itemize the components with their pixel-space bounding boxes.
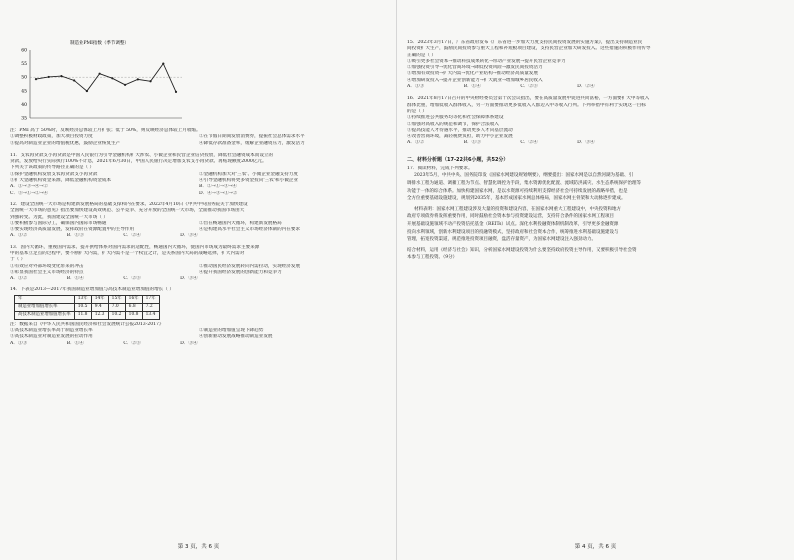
q16-answer-a[interactable]: A．①② <box>407 140 425 146</box>
chart-note: 注：PMI 高于 50%时，反映经济总体较上月扩张；低于 50%，则反映经济总体较上月收缩。 <box>10 128 201 133</box>
q16-option: ③提高技能人才待遇水平，推动更多人才向基层流动 <box>407 127 513 133</box>
q15-answer-b[interactable]: B．①④ <box>463 84 481 90</box>
q11-option: ③扩大金融机构资金来源，降低金融机构资金成本 <box>10 178 112 184</box>
y-tick-label: 45 <box>21 89 27 95</box>
material-line: 全方位重要基础设施建设，规划到2035年，基本形成国家水网总体格局，国家水网主骨架和大动脉逐步建成。 <box>407 196 626 202</box>
q12-text: 到强转变。为此，我国建设全国统一大市场（ ） <box>10 214 108 220</box>
q10-options-row-2 <box>10 141 388 147</box>
q16-answer-d[interactable]: D．③④ <box>577 140 595 146</box>
material-line: 本参与工程投资。（9分） <box>407 255 458 261</box>
pmi-line-chart <box>10 38 190 126</box>
table-cell: 高技术制造业增加值增长率 <box>15 311 75 319</box>
q15-text: 15．2023年3月17日，广东省政府发布《广东省进一步加大力度支持民间投资发展的实施方案》，提出支持制造业民 <box>407 40 643 45</box>
q16-option: ④改善营商环境，减轻税费负担，助力中小企业发展 <box>407 134 513 140</box>
table-header-cell: 15年 <box>108 295 125 303</box>
q11-option: ①保护金融机构发放支农再贷款支小再贷款 <box>10 171 98 177</box>
question-11 <box>10 153 388 197</box>
table-cell: 12.3 <box>91 311 108 319</box>
table-header-row <box>15 295 160 303</box>
q14-source: 注：数据来自《中华人民共和国国民经济和社会发展统计公报2013-2017》 <box>10 321 164 327</box>
question-16 <box>407 96 785 146</box>
q16-text: 16．2021年8月17日召开的中央财经委员会第十次会议指出，要在高质量发展中促进共同富裕，一方面要扩大中等收入 <box>407 96 650 102</box>
q10-option: ④降低存款准备金率，缓解企业融资压力，激发活力 <box>199 140 305 146</box>
table-cell: 制造业增加值增长率 <box>15 303 75 311</box>
pmi-data-point <box>48 76 50 78</box>
table-cell: 6.8 <box>125 303 142 311</box>
q11-option: ④引导金融机构将更多资金投向'三农'和小微企业 <box>199 178 298 184</box>
table-header-cell: 13年 <box>74 295 91 303</box>
question-12 <box>10 202 388 240</box>
q14-answer-c[interactable]: C．②③ <box>123 340 141 346</box>
question-13 <box>10 245 388 283</box>
material-line: 功能于一体的综合体系。加快构建国家水网，是以水资源可持续利用支撑经济社会可持续发展的战略举措，也是 <box>407 188 628 194</box>
q15-answer-c[interactable]: C．②③ <box>520 84 538 90</box>
q16-option: ②加强对高收入的规范和调节，保护合法收入 <box>407 121 499 127</box>
q14-answer-b[interactable]: B．①④ <box>66 340 84 346</box>
q17-title: 17．阅读材料，完成下列要求。 <box>407 166 473 172</box>
q13-option: ④提升我国经济发展的创新能力和竞争力 <box>199 269 282 275</box>
q11-option: ②金融机构加大对'三农'、小微企业金融支持力度 <box>199 171 298 177</box>
q13-answer-c[interactable]: C．②③ <box>123 276 141 282</box>
pmi-data-point <box>60 75 62 77</box>
material-line: 结合材料，运用《经济与社会》知识，分析国家水网建设投资为什么要坚持政府投资主导作用，又要积极引导社会资 <box>407 247 637 253</box>
q14-option: ③高技术制造业对制造业发展的拉动作用 <box>10 334 93 340</box>
q11-text: 11．支农再贷款支小再贷款是中国人民银行为引导金融机构扩大涉农、小微企业和民营企业信贷投放，降低社会融资成本而设立的 <box>10 152 274 158</box>
q15-answer-a[interactable]: A．①③ <box>407 84 425 90</box>
q10-option: ①调整积极财政政策，加大项目投资力度 <box>10 134 93 140</box>
question-15 <box>407 40 785 90</box>
table-cell: 10.2 <box>108 311 125 319</box>
material-line: 管理，拓宽投资渠道，规范推进投资项目融资，盘活存量资产，为国家水网建设注入强劲动力。 <box>407 237 596 243</box>
q12-option: ③要实现经济高质量发展，发挥政府在资源配置中的主导作用 <box>10 227 135 233</box>
y-tick-label: 50 <box>21 75 27 81</box>
q15-answer-d[interactable]: D．②④ <box>577 84 595 90</box>
right-page <box>397 0 794 560</box>
table-cell: 10.8 <box>125 311 142 319</box>
pmi-data-point <box>124 84 126 86</box>
q13-option: ①有效应对外部环境变化带来的冲击 <box>10 263 84 269</box>
q15-option: ③增加有效投资→扩大内需→优化产业结构→推动经济高质量发展 <box>407 71 538 77</box>
q14-option: ①高技术制造业增长率高于制造业增长率 <box>10 328 93 334</box>
q12-answer-c[interactable]: C．②④ <box>123 233 141 239</box>
y-tick-label: 55 <box>21 62 27 68</box>
q15-option: ②加强投资引导→优化营商环境→降低投资风险→激发民间投资活力 <box>407 65 543 71</box>
table-cell: 9.4 <box>91 303 108 311</box>
q13-text: 13．因内大循环，重视国内需求、提升供给体系对国内需求的适配性，畅通国内大循环，使国内市场成为最终需求主要来源 <box>10 244 260 250</box>
table-header-cell: 年 <box>15 295 75 303</box>
q12-option: ①要积极参与国际分工，确保国内国际市场畅通 <box>10 220 107 226</box>
section-title: 二、材料分析题（17-22共6小题，共52分） <box>407 156 509 163</box>
q13-answer-d[interactable]: D．③④ <box>180 276 198 282</box>
q16-text: 群体比重，增加低收入群体收入，另一方面要推动更多低收入人群迈入中等收入行列。下列举措中有利于实现这一目标 <box>407 102 646 108</box>
table-row <box>15 311 160 319</box>
q11-answer-c[interactable]: C．③→①→②→④ <box>10 190 49 196</box>
q11-answer-b[interactable]: B．②→①→③→④ <box>199 184 237 190</box>
table-header-cell: 17年 <box>142 295 159 303</box>
q10-option: ③提高对制造业企业的增值税优惠，鼓励企业恢复生产 <box>10 140 121 146</box>
q14-text: 14．下表是2013—2017年我国制造业增加值与高技术制造业增加值的增长（ ） <box>10 286 174 292</box>
table-header-cell: 14年 <box>91 295 108 303</box>
q16-answer-c[interactable]: C．②④ <box>520 140 538 146</box>
q10-option: ②在节假日期间发放消费券，提振社会总体需求水平 <box>199 134 305 140</box>
q13-text: 于（ ） <box>10 257 26 263</box>
q11-answer-a[interactable]: A．①→③→④→② <box>10 184 48 190</box>
q12-text: 全国统一大市场的意见》指出要加快建设高效规范、公平竞争、充分开放的全国统一大市场，全面推动我国市场由大 <box>10 208 245 214</box>
q13-answer-a[interactable]: A．①② <box>10 276 28 282</box>
question-14 <box>10 287 388 347</box>
q16-option: ①持续推进公共服务均等化和社会保障体系建设 <box>407 115 504 121</box>
q12-text: 12．建设全国统一大市场是构建新发展格局的基础支撑和内在要求。2022年4月10日《中共中央国务院关于加快建设 <box>10 201 248 207</box>
q15-text: 正确的是（ ） <box>407 52 437 58</box>
q15-option: ④增加研发投入→提升企业创新能力→扩大就业→增加城乡居民收入 <box>407 77 543 83</box>
q12-answer-d[interactable]: D．③④ <box>180 233 198 239</box>
page-footer: 第 4 页，共 6 页 <box>574 544 617 550</box>
material-line: 调排水工程为通道、调蓄工程为节点、智慧化调控为手段，集水资源优化配置、流域防洪减灾、水生态系统保护治理等 <box>407 180 641 186</box>
table-row <box>15 303 160 311</box>
table-cell: 7.2 <box>142 303 159 311</box>
material-line: 政府专项债券将发挥重要作用，同时鼓励社会资本参与投资建设运营，支持符合条件的国家水网工程项目 <box>407 214 614 220</box>
q13-answer-b[interactable]: B．①④ <box>66 276 84 282</box>
pmi-data-point <box>73 79 75 81</box>
q13-option: ③彰显我国社会主义市场经济的特点 <box>10 269 84 275</box>
q12-answer-b[interactable]: B．①③ <box>66 233 84 239</box>
pmi-data-point <box>137 78 139 80</box>
q14-option: ④创新驱动发展战略推动制造业发展 <box>199 334 273 340</box>
q12-option: ②旨在畅通国内大循环，构建新发展格局 <box>199 220 282 226</box>
table-cell: 13.4 <box>142 311 159 319</box>
pmi-chart-svg <box>10 38 190 126</box>
table-cell: 11.8 <box>74 311 91 319</box>
q16-answer-b[interactable]: B．①③ <box>463 140 481 146</box>
q15-option: ①吸引更多社会资本→推动科技成果转化→带动产业发展→提升民营企业竞争力 <box>407 58 566 64</box>
q17-material <box>407 172 785 262</box>
material-line: 材料表明：国家水网工程建设涉及大量的投资和建设内容，在国家水网重大工程建设中，中央投资和地方 <box>414 206 621 212</box>
q13-option: ②推动国民经济发展转向内需拉动，实现经济发展 <box>199 263 301 269</box>
pmi-data-point <box>35 78 37 80</box>
pmi-data-point <box>99 73 101 75</box>
material-line: 投向水利领域，创新水利建设项目的投融资模式，坚持政府和社会资本合作，统筹推进水利基础设施建设与 <box>407 229 619 235</box>
y-tick-label: 40 <box>21 102 27 108</box>
material-line: 开展基础设施领域不动产投资信托基金（REITs）试点。深化水利投融资体制机制改革，引导更多金融资源 <box>407 221 619 227</box>
q13-text: 中的基本立足点的过程中，要不断扩大内需，扩大内需不是一个权宜之计，是关系国内大局的战略选择，扩大内需对 <box>10 251 245 257</box>
q11-text: 贷款，发放给央行实际执行100%不计息，2021年6月30日，中国人民银行决定增加支农支小再贷款、再贴现额度2000亿元。 <box>10 159 267 165</box>
pmi-data-point <box>86 90 88 92</box>
q11-text: 下列关于该政策的传导路径正确的是（ ） <box>10 165 95 171</box>
q14-option: ②制造业的增加值呈现下降趋势 <box>199 328 264 334</box>
pmi-series-line <box>36 64 176 92</box>
q16-text: 的是（ ） <box>407 108 427 114</box>
q14-table <box>14 295 160 320</box>
table-header-cell: 16年 <box>125 295 142 303</box>
q14-answer-d[interactable]: D．③④ <box>180 340 198 346</box>
q11-answer-d[interactable]: D．④→③→①→② <box>199 190 238 196</box>
q12-option: ④是构建高水平社会主义市场经济体制的内在要求 <box>199 227 301 233</box>
pmi-data-point <box>111 77 113 79</box>
y-tick-label: 60 <box>21 48 27 54</box>
y-tick-label: 35 <box>21 116 27 122</box>
q12-answer-a[interactable]: A．①② <box>10 233 28 239</box>
material-line: 2023年5月，中共中央、国务院印发《国家水网建设规划纲要》，纲要提出：国家水网是以自然河湖为基础、引 <box>414 173 634 179</box>
table-cell: 7.0 <box>108 303 125 311</box>
pmi-data-point <box>175 91 177 93</box>
chart-title: 制造业PMI指数（季节调整） <box>70 41 129 46</box>
q15-text: 间投资扩大生产，鼓励民间投资参与重大工程和补短板项目建设，支持民营企业加大研发投入。这些措施的积极作用传导 <box>407 46 651 52</box>
q14-answer-a[interactable]: A．①③ <box>10 340 28 346</box>
table-cell: 10.5 <box>74 303 91 311</box>
pmi-data-point <box>149 80 151 82</box>
pmi-data-point <box>162 63 164 65</box>
page-footer: 第 3 页，共 6 页 <box>177 544 220 550</box>
